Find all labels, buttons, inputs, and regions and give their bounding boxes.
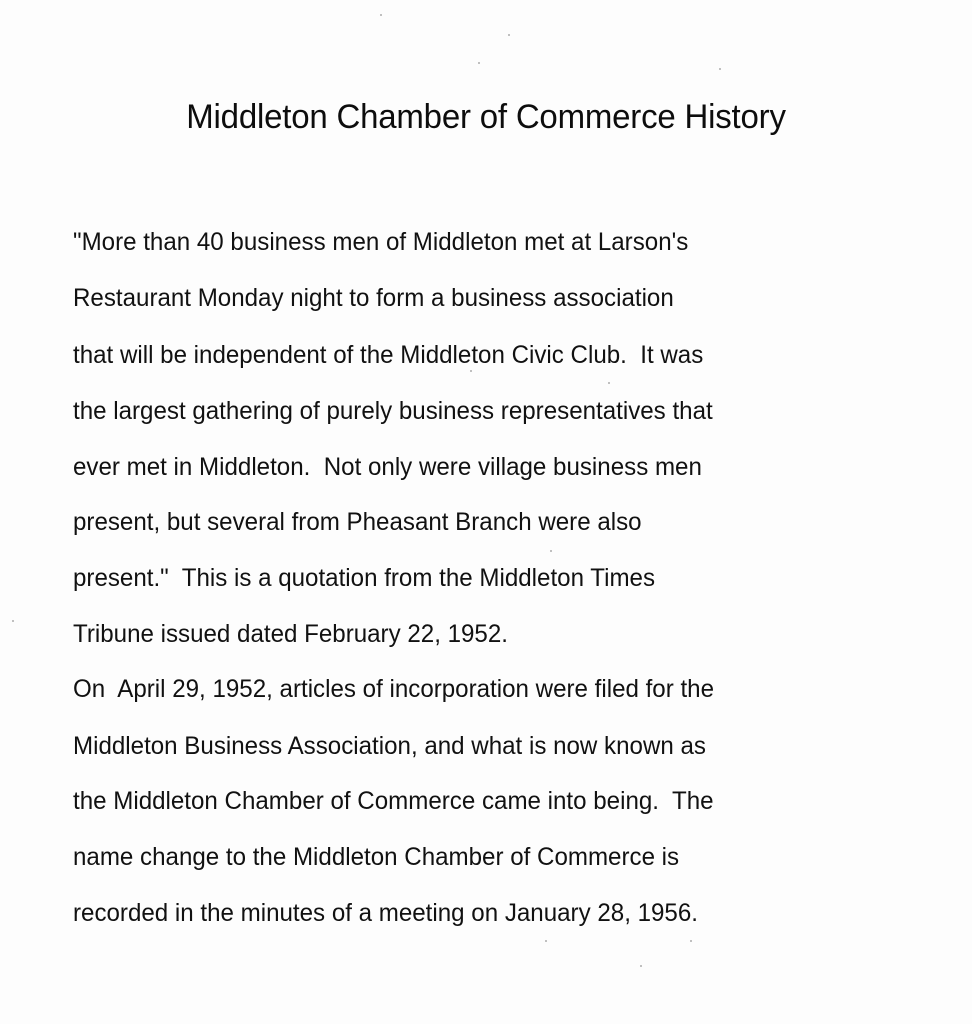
scan-speck (550, 550, 552, 552)
body-line: "More than 40 business men of Middleton met at Larson's (73, 228, 689, 256)
body-line: present, but several from Pheasant Branch were also (73, 508, 642, 536)
document-title: Middleton Chamber of Commerce History (186, 98, 786, 136)
scan-speck (545, 940, 547, 942)
scan-speck (478, 62, 480, 64)
body-line: Restaurant Monday night to form a business association (73, 284, 674, 312)
scan-speck (608, 382, 610, 384)
body-line: recorded in the minutes of a meeting on January 28, 1956. (73, 899, 698, 927)
body-line: the Middleton Chamber of Commerce came into being. The (73, 787, 714, 815)
scan-speck (719, 68, 721, 70)
body-line: present." This is a quotation from the Middleton Times (73, 564, 656, 592)
body-line: the largest gathering of purely business representatives that (73, 397, 713, 425)
body-line: ever met in Middleton. Not only were village business men (73, 453, 702, 481)
body-line: On April 29, 1952, articles of incorporation were filed for the (73, 675, 715, 703)
scan-speck (690, 940, 692, 942)
body-line: name change to the Middleton Chamber of Commerce is (73, 843, 680, 871)
scan-speck (12, 620, 14, 622)
body-line: Middleton Business Association, and what is now known as (73, 732, 706, 760)
scan-speck (508, 34, 510, 36)
body-line: Tribune issued dated February 22, 1952. (73, 620, 508, 648)
scan-speck (380, 14, 382, 16)
body-line: that will be independent of the Middleton Civic Club. It was (73, 341, 704, 369)
scan-speck (640, 965, 642, 967)
